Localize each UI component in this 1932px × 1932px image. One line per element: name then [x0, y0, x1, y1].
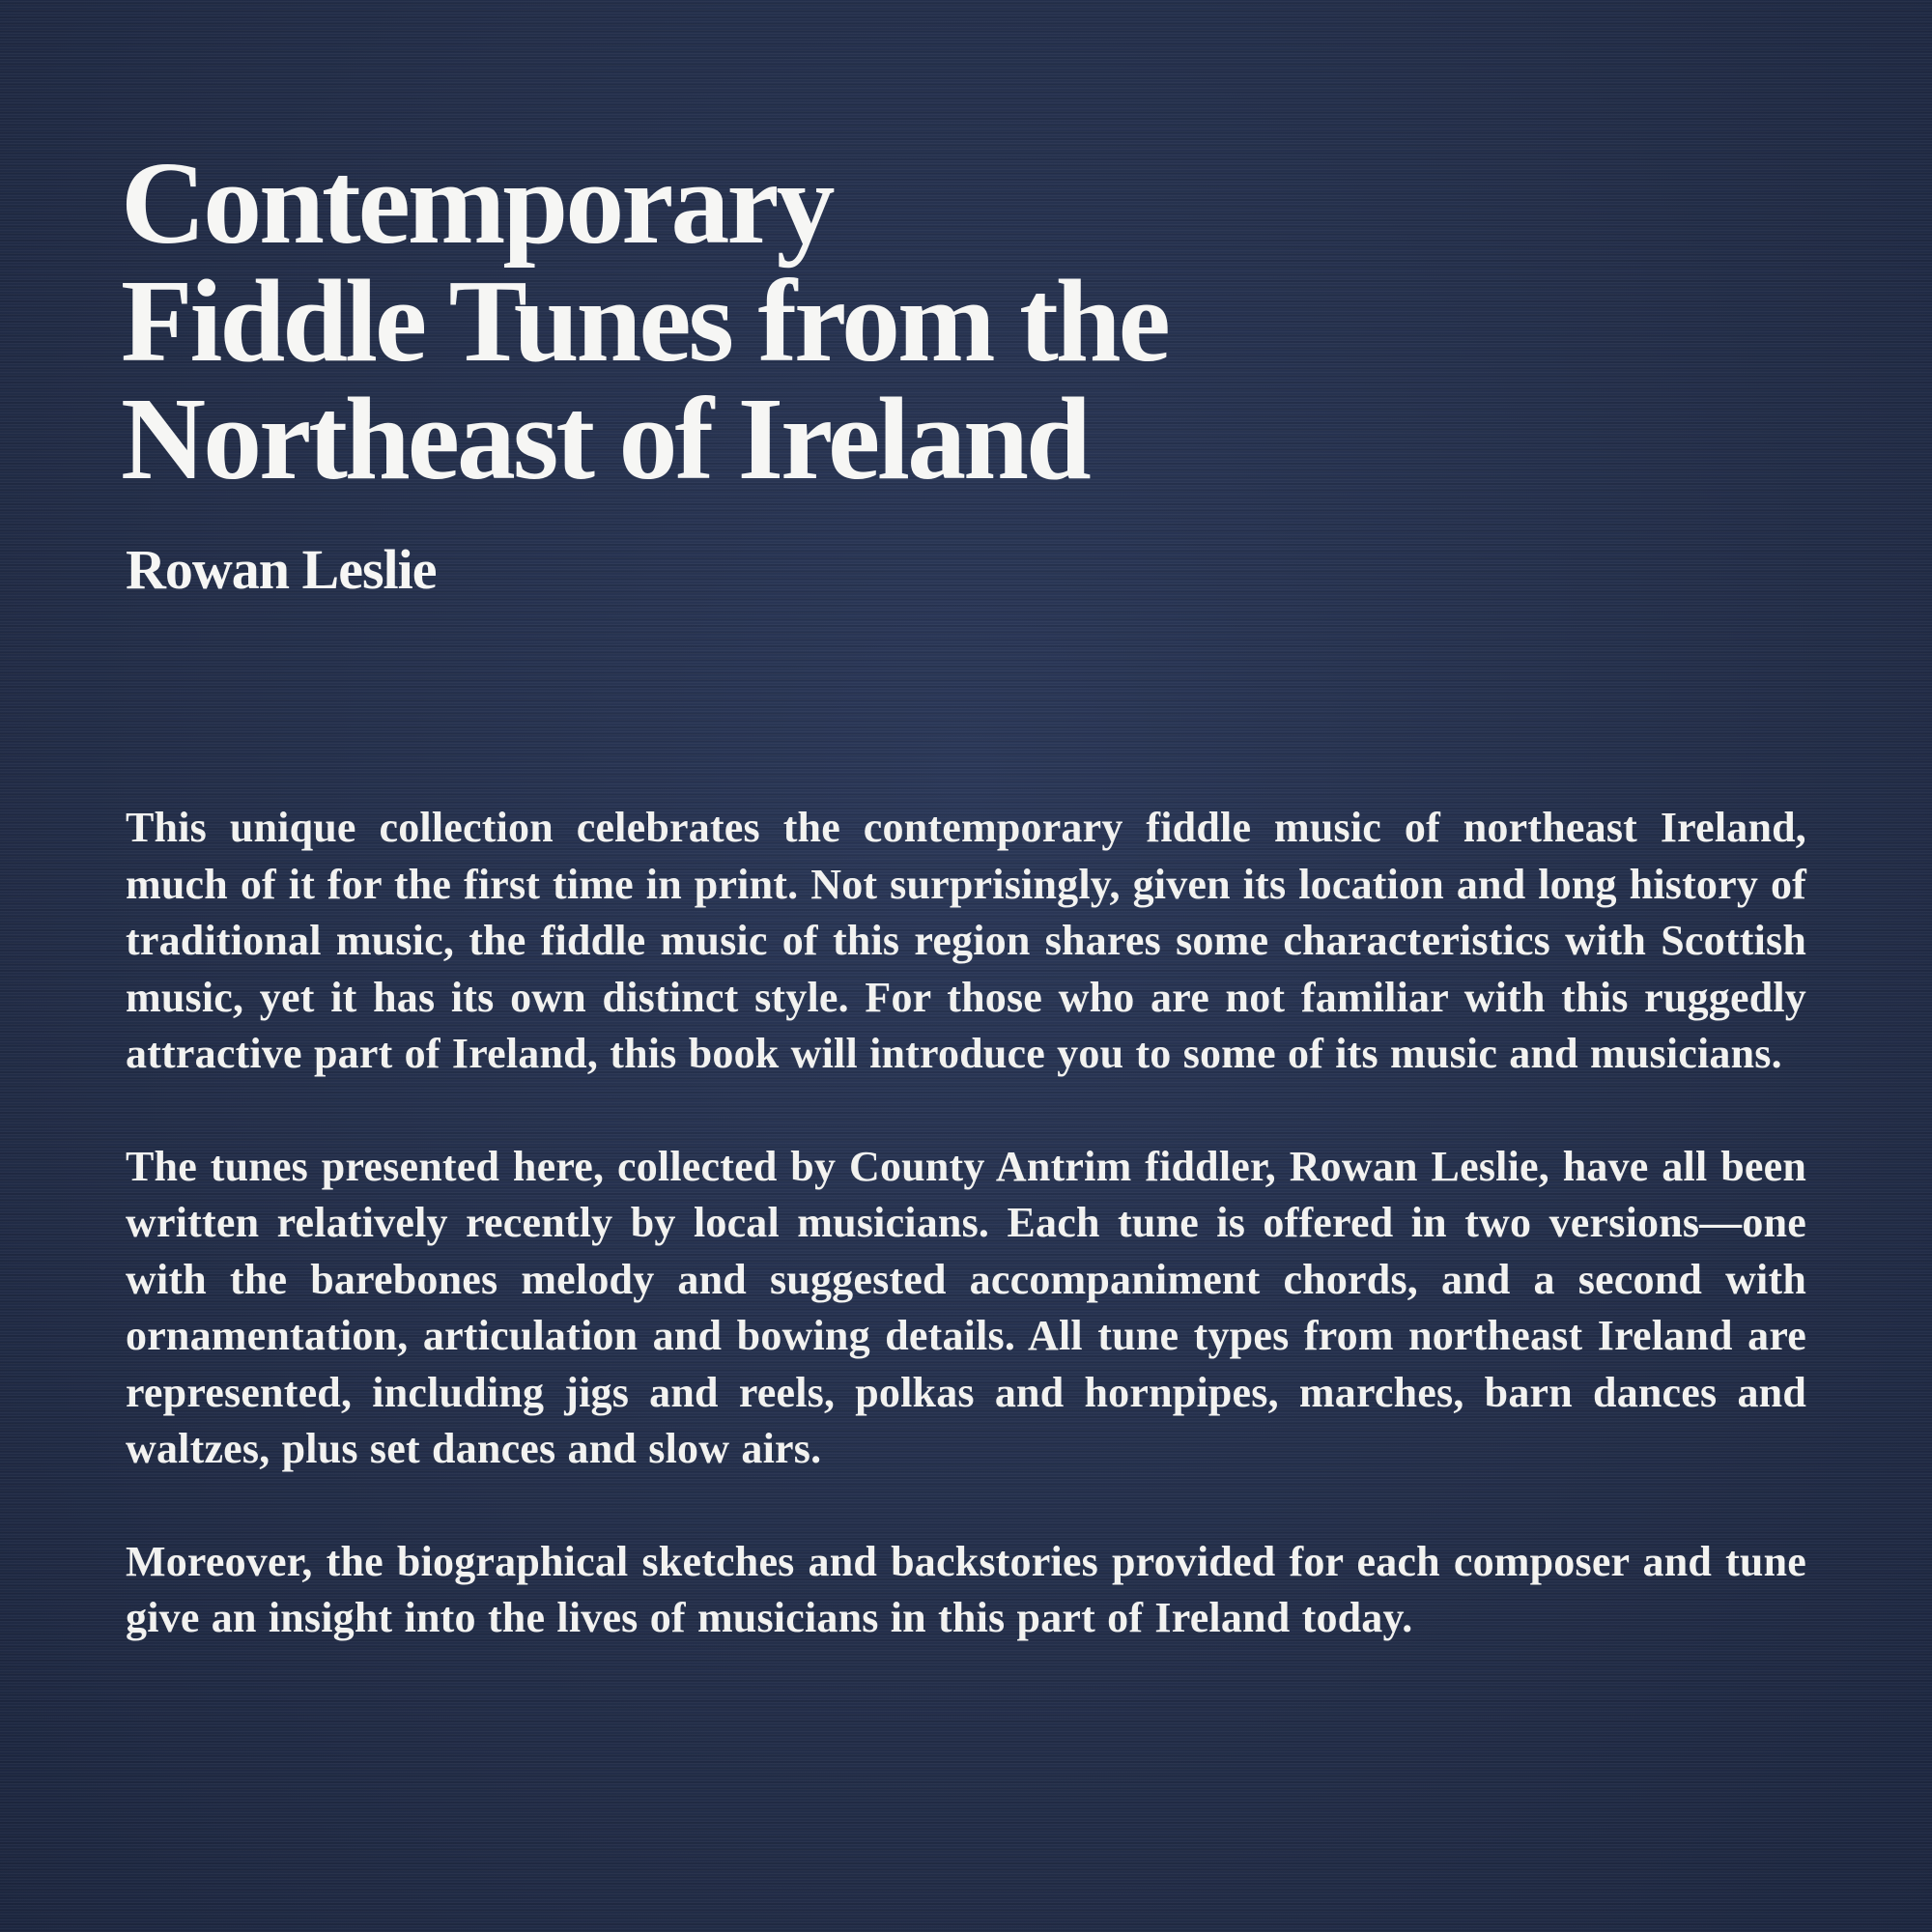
book-title-line-2: Fiddle Tunes from the: [121, 256, 1168, 386]
blurb-paragraph-2: The tunes presented here, collected by County Antrim fiddler, Rowan Leslie, have all been written relatively recently by local musicians. Each tune is offered in two versions—one with the barebones melody and suggested accompaniment chords, and a second with ornamentation, articulation and bowing details. All tune types from northeast Ireland are represented, including jigs and reels, polkas and hornpipes, marches, barn dances and waltzes, plus set dances and slow airs.: [126, 1142, 1806, 1472]
book-title-line-3: Northeast of Ireland: [121, 374, 1089, 504]
blurb-text: [126, 800, 1806, 1647]
blurb-paragraph-3: Moreover, the biographical sketches and backstories provided for each composer and tune give an insight into the lives of musicians in this part of Ireland today.: [126, 1537, 1806, 1641]
blurb-paragraph-1: This unique collection celebrates the contemporary fiddle music of northeast Ireland, much of it for the first time in print. Not surprisingly, given its location and long history of traditional music, the fiddle music of this region shares some characteristics with Scottish music, yet it has its own distinct style. For those who are not familiar with this ruggedly attractive part of Ireland, this book will introduce you to some of its music and musicians.: [126, 804, 1806, 1077]
book-title: [121, 138, 1377, 504]
author-name: Rowan Leslie: [126, 538, 437, 601]
book-title-line-1: Contemporary: [121, 138, 833, 269]
